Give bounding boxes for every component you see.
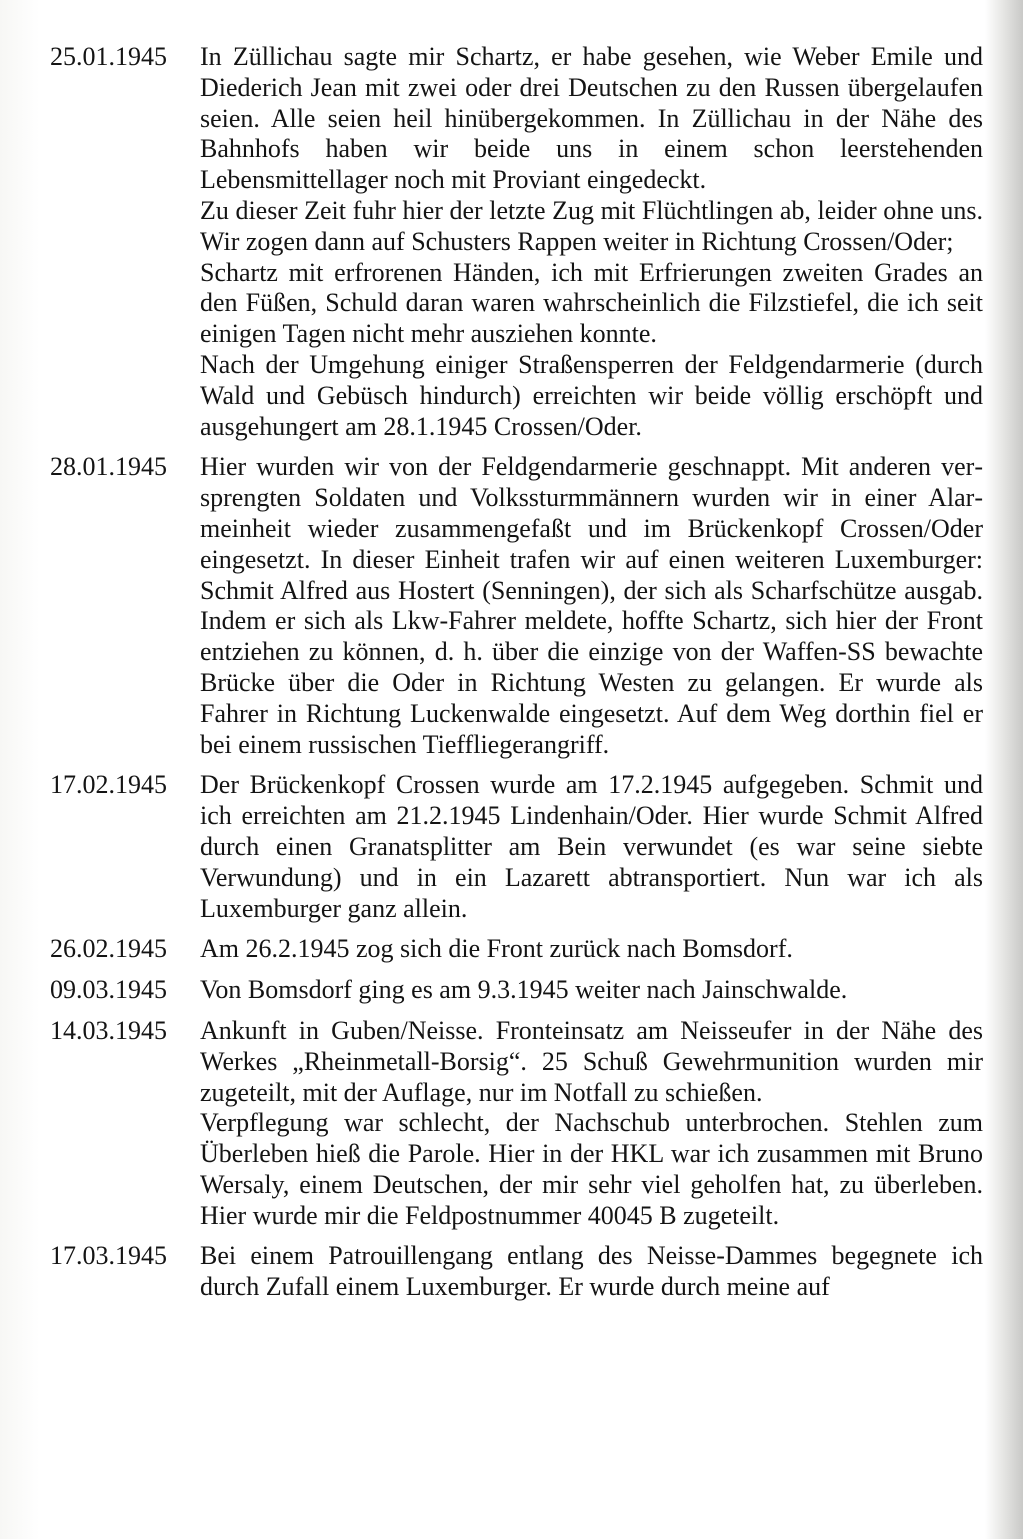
- entry-paragraph: Von Bomsdorf ging es am 9.3.1945 weiter nach Jainschwalde.: [200, 975, 848, 1005]
- diary-entries: [50, 42, 990, 1313]
- entry-body: [200, 770, 983, 924]
- diary-entry: [50, 42, 990, 442]
- entry-date: 26.02.1945: [50, 934, 167, 964]
- entry-paragraph: Am 26.2.1945 zog sich die Front zurück nach Bomsdorf.: [200, 934, 793, 964]
- entry-date: 09.03.1945: [50, 975, 167, 1005]
- diary-entry: [50, 1016, 990, 1232]
- diary-entry: [50, 770, 990, 924]
- diary-entry: [50, 1241, 990, 1303]
- entry-paragraph: Ankunft in Guben/Neisse. Fronteinsatz am Neisseufer in der Nähe des Werkes „Rheinmetall-Borsig“. 25 Schuß Gewehrmunition wurden mir zugeteilt, mit der Auflage, nur im Notfall zu schießen.: [200, 1015, 983, 1107]
- entry-body: [200, 975, 983, 1006]
- entry-body: [200, 1016, 983, 1232]
- entry-paragraph: Schartz mit erfrorenen Händen, ich mit Erfrierungen zweiten Grades an den Füßen, Schuld daran waren wahrscheinlich die Filzstiefel, die ich seit einigen Tagen nicht mehr ausziehen konnte.: [200, 257, 983, 349]
- entry-date: 28.01.1945: [50, 452, 167, 482]
- entry-paragraph: Hier wurden wir von der Feldgendarmerie geschnappt. Mit anderen versprengten Soldaten und Volkssturmmännern wurden wir in einer Alarmeinheit wieder zusammengefaßt und im Brückenkopf Crossen/Oder eingesetzt. In dieser Einheit trafen wir auf einen weiteren Luxemburger: Schmit Alfred aus Hostert (Senningen), der sich als Scharfschütze ausgab. Indem er sich als Lkw-Fahrer meldete, hoffte Schartz, sich hier der Front entziehen zu können, d. h. über die einzige von der Waffen-SS bewachte Brücke über die Oder in Richtung Westen zu gelangen. Er wurde als Fahrer in Richtung Luckenwalde eingesetzt. Auf dem Weg dorthin fiel er bei einem russischen Tieffliegerangriff.: [200, 452, 983, 759]
- entry-paragraph: Nach der Umgehung einiger Straßensperren der Feldgendarmerie (durch Wald und Gebüsch hindurch) erreichten wir beide völlig erschöpft und ausgehungert am 28.1.1945 Crossen/Oder.: [200, 349, 983, 441]
- entry-paragraph: Der Brückenkopf Crossen wurde am 17.2.1945 aufgegeben. Schmit und ich erreichten am 21.2.1945 Lindenhain/Oder. Hier wurde Schmit Alfred durch einen Granatsplitter am Bein verwundet (es war seine siebte Verwundung) und in ein Lazarett abtransportiert. Nun war ich als Luxemburger ganz allein.: [200, 770, 983, 923]
- entry-body: [200, 42, 983, 442]
- entry-body: [200, 1241, 983, 1303]
- entry-date: 17.02.1945: [50, 770, 167, 800]
- diary-entry: [50, 975, 990, 1006]
- entry-body: [200, 452, 983, 760]
- entry-paragraph: Verpflegung war schlecht, der Nachschub unterbrochen. Stehlen zum Überleben hieß die Parole. Hier in der HKL war ich zusammen mit Bruno Wersaly, einem Deutschen, der mir sehr viel geholfen hat, zu überleben. Hier wurde mir die Feldpostnummer 40045 B zugeteilt.: [200, 1108, 983, 1230]
- entry-paragraph: Bei einem Patrouillengang entlang des Neisse-Dammes begegnete ich durch Zufall einem Luxemburger. Er wurde durch meine auf: [200, 1241, 983, 1302]
- diary-entry: [50, 934, 990, 965]
- entry-paragraph: Zu dieser Zeit fuhr hier der letzte Zug mit Flüchtlingen ab, leider ohne uns. Wir zogen dann auf Schusters Rappen weiter in Richtung Crossen/Oder;: [200, 195, 983, 256]
- diary-entry: [50, 452, 990, 760]
- entry-paragraph: In Züllichau sagte mir Schartz, er habe gesehen, wie Weber Emile und Diederich Jean mit zwei oder drei Deutschen zu den Russen übergelaufen seien. Alle seien heil hinübergekommen. In Züllichau in der Nähe des Bahnhofs haben wir beide uns in einem schon leerstehenden Lebensmittellager noch mit Proviant eingedeckt.: [200, 42, 983, 195]
- entry-date: 25.01.1945: [50, 42, 167, 71]
- entry-body: [200, 934, 983, 965]
- entry-date: 14.03.1945: [50, 1015, 167, 1045]
- entry-date: 17.03.1945: [50, 1241, 167, 1271]
